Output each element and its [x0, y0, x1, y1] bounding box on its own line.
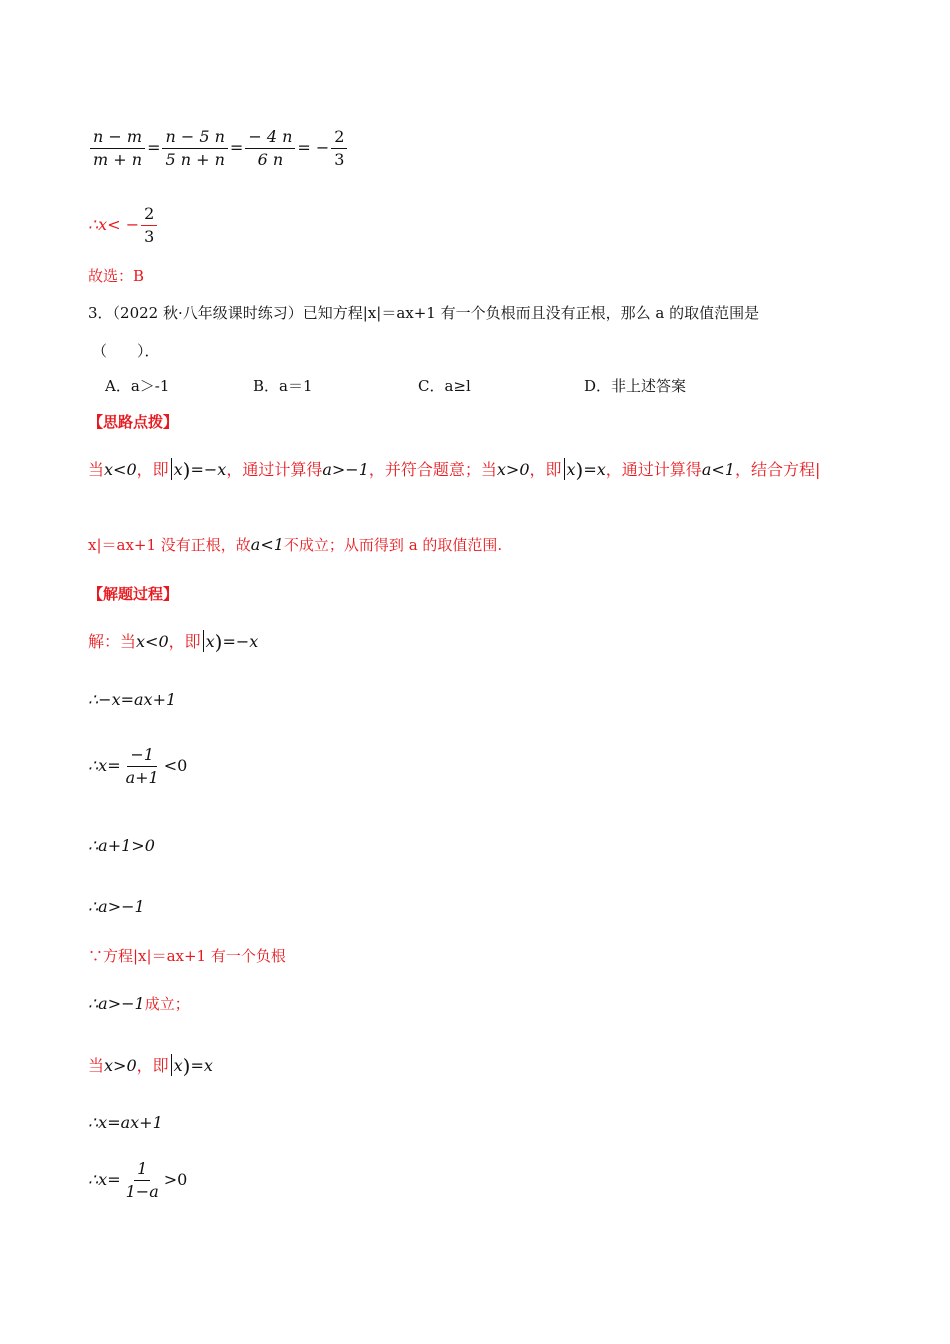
solution-step-3: ∴x= $\frac{-1}{a+1}$ <0 [88, 745, 188, 787]
option-d: D．非上述答案 [584, 377, 687, 395]
fraction-2: $\frac{n - 5 n}{5 n + n}$ [162, 128, 227, 169]
question-blank: （ ）． [92, 342, 160, 360]
solution-step-7: ∴a>−1成立； [88, 994, 190, 1013]
solution-step-10: ∴x= $\frac{1}{1-a}$ >0 [88, 1159, 188, 1201]
fraction-step-10: $\frac{1}{1-a}$ [125, 1159, 159, 1201]
solution-title: 【解题过程】 [88, 585, 179, 603]
solution-step-5: ∴a>−1 [88, 897, 145, 916]
answer-line: 故选：B [88, 267, 145, 285]
fraction-step-3: $\frac{-1}{a+1}$ [125, 745, 159, 787]
solution-step-4: ∴a+1>0 [88, 836, 155, 855]
hint-line-2: x|＝ax+1 没有正根，故a<1不成立；从而得到 a 的取值范围. [88, 535, 503, 554]
hint-title: 【思路点拨】 [88, 413, 179, 431]
fraction-two-thirds: $\frac{2}{3}$ [141, 205, 157, 246]
fraction-3: $\frac{- 4 n}{6 n}$ [245, 128, 295, 169]
solution-step-1: 解：当x<0，即 x)=−x [88, 630, 259, 654]
hint-line-1: 当x<0，即 x)=−x，通过计算得a>−1，并符合题意；当x>0，即 x)=x，通过计算得a<1，结合方程| [88, 458, 821, 482]
solution-step-6: ∵方程|x|＝ax+1 有一个负根 [88, 947, 286, 965]
option-c: C．a≥l [418, 377, 471, 395]
solution-step-8: 当x>0，即 x)=x [88, 1054, 213, 1078]
option-b: B．a＝1 [253, 377, 313, 395]
fraction-1: $\frac{n - m}{m + n}$ [90, 128, 145, 169]
fraction-4: $\frac{2}{3}$ [331, 128, 347, 169]
solution-step-9: ∴x=ax+1 [88, 1113, 163, 1132]
question-text: 3．（2022 秋·八年级课时练习）已知方程|x|＝ax+1 有一个负根而且没有正根，那么 a 的取值范围是 [88, 304, 760, 322]
fraction-chain: $\frac{n - m}{m + n}$ = $\frac{n - 5 n}{5 n + n}$ = $\frac{- 4 n}{6 n}$ = − $\frac{2}{3}$ [88, 128, 349, 169]
conclusion-x-range: ∴x< − $\frac{2}{3}$ [88, 205, 159, 246]
solution-step-2: ∴−x=ax+1 [88, 690, 177, 709]
option-a: A．a＞-1 [105, 377, 170, 395]
